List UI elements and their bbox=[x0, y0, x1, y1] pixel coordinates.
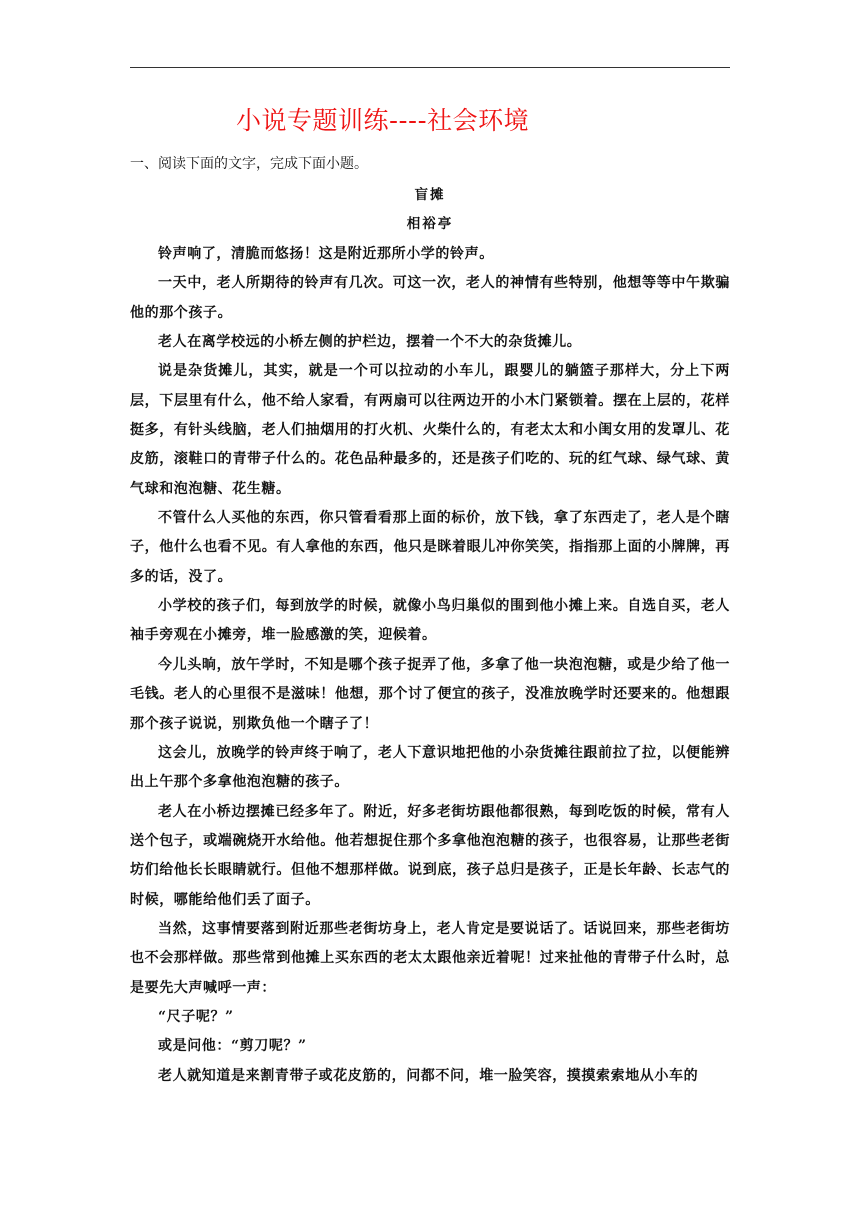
paragraph: 老人就知道是来割青带子或花皮筋的，问都不问，堆一脸笑容，摸摸索索地从小车的 bbox=[158, 1067, 699, 1084]
paragraph: 说是杂货摊儿，其实，就是一个可以拉动的小车儿，跟婴儿的躺篮子那样大，分上下两层，下层里有什么，他不给人家看，有两扇可以往两边开的小木门紧锁着。摆在上层的，花样挺多，有针头线脑，老人们抽烟用的打火机、火柴什么的，有老太太和小闺女用的发罩儿、花皮筋，滚鞋口的青带子什么的。花色品种最多的，还是孩子们吃的、玩的红气球、绿气球、黄气球和泡泡糖、花生糖。 bbox=[130, 363, 730, 497]
paragraph: 一天中，老人所期待的铃声有几次。可这一次，老人的神情有些特别，他想等等中午欺骗他的那个孩子。 bbox=[130, 275, 730, 321]
paragraph: 小学校的孩子们，每到放学的时候，就像小鸟归巢似的围到他小摊上来。自选自买，老人袖手旁观在小摊旁，堆一脸感激的笑，迎候着。 bbox=[130, 598, 730, 644]
paragraph: 或是问他：“剪刀呢？” bbox=[158, 1038, 307, 1055]
question-instruction: 一、阅读下面的文字，完成下面小题。 bbox=[130, 156, 368, 172]
paragraph: 这会儿，放晚学的铃声终于响了，老人下意识地把他的小杂货摊往跟前拉了拉，以便能辨出上午那个多拿他泡泡糖的孩子。 bbox=[130, 744, 730, 791]
paragraph: 当然，这事情要落到附近那些老街坊身上，老人肯定是要说话了。话说回来，那些老街坊也不会那样做。那些常到他摊上买东西的老太太跟他亲近着呢！过来扯他的青带子什么时，总是要先大声喊呼一声： bbox=[130, 920, 730, 996]
story-author: 相裕亭 bbox=[406, 216, 454, 232]
story-body bbox=[130, 240, 730, 1091]
document-title: 小说专题训练----社会环境 bbox=[236, 106, 530, 135]
paragraph: 老人在离学校远的小桥左侧的护栏边，摆着一个不大的杂货摊儿。 bbox=[158, 334, 582, 351]
paragraph: 铃声响了，清脆而悠扬！这是附近那所小学的铃声。 bbox=[158, 246, 494, 262]
paragraph: 老人在小桥边摆摊已经多年了。附近，好多老街坊跟他都很熟，每到吃饭的时候，常有人送个包子，或端碗烧开水给他。他若想捉住那个多拿他泡泡糖的孩子，也很容易，让那些老街坊们给他长长眼睛就行。但他不想那样做。说到底，孩子总归是孩子，正是长年龄、长志气的时候，哪能给他们丢了面子。 bbox=[130, 803, 730, 908]
paragraph: 今儿头晌，放午学时，不知是哪个孩子捉弄了他，多拿了他一块泡泡糖，或是少给了他一毛钱。老人的心里很不是滋味！他想，那个讨了便宜的孩子，没准放晚学时还要来的。他想跟那个孩子说说，别欺负他一个瞎子了！ bbox=[130, 656, 730, 732]
header-rule bbox=[130, 67, 730, 68]
dialog-line: “尺子呢？” bbox=[158, 1008, 234, 1025]
paragraph: 不管什么人买他的东西，你只管看看那上面的标价，放下钱，拿了东西走了，老人是个瞎子，他什么也看不见。有人拿他的东西，他只是眯着眼儿冲你笑笑，指指那上面的小牌牌，再多的话，没了。 bbox=[130, 510, 730, 585]
story-title: 盲摊 bbox=[414, 187, 446, 203]
